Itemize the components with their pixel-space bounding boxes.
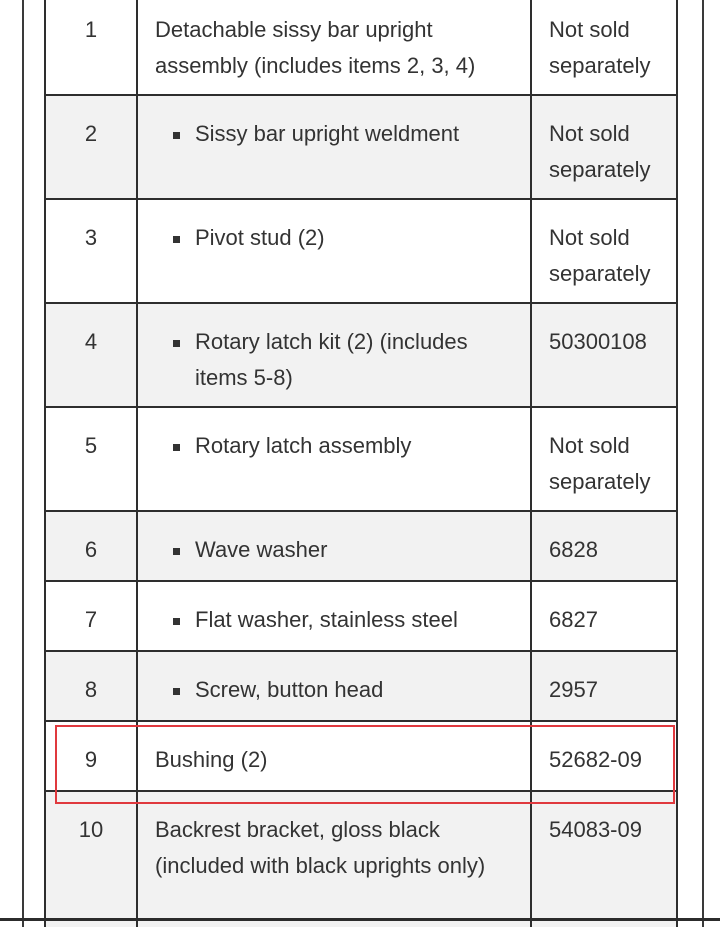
item-description: Backrest bracket, gloss black (included with black uprights only) [137, 791, 531, 927]
part-number: 6827 [531, 581, 677, 651]
page-bottom-border [0, 918, 720, 921]
item-description: Rotary latch assembly [195, 433, 412, 458]
item-description-cell [137, 95, 531, 199]
table-row [45, 199, 677, 303]
item-description: Bushing (2) [137, 721, 531, 791]
item-description-cell [137, 407, 531, 511]
table-row [45, 721, 677, 791]
item-number: 2 [45, 95, 137, 199]
item-number: 3 [45, 199, 137, 303]
item-description: Screw, button head [195, 677, 384, 702]
item-description-cell [137, 651, 531, 721]
item-description-cell [137, 581, 531, 651]
part-number: 50300108 [531, 303, 677, 407]
table-row [45, 581, 677, 651]
bullet-icon [173, 618, 180, 625]
page-border-left [22, 0, 24, 927]
part-number: Not sold separately [531, 199, 677, 303]
item-description: Sissy bar upright weldment [195, 121, 460, 146]
table-row [45, 511, 677, 581]
item-description-cell [137, 303, 531, 407]
item-description: Detachable sissy bar upright assembly (includes items 2, 3, 4) [137, 0, 531, 95]
page-border-right [702, 0, 704, 927]
item-number: 9 [45, 721, 137, 791]
part-number: Not sold separately [531, 0, 677, 95]
item-number: 6 [45, 511, 137, 581]
part-number: 6828 [531, 511, 677, 581]
item-number: 1 [45, 0, 137, 95]
item-description-cell [137, 199, 531, 303]
item-number: 7 [45, 581, 137, 651]
parts-table [44, 0, 678, 927]
part-number: Not sold separately [531, 407, 677, 511]
item-description: Pivot stud (2) [195, 225, 325, 250]
bullet-icon [173, 548, 180, 555]
bullet-icon [173, 340, 180, 347]
bullet-icon [173, 132, 180, 139]
item-number: 8 [45, 651, 137, 721]
table-row [45, 303, 677, 407]
bullet-icon [173, 688, 180, 695]
bullet-icon [173, 444, 180, 451]
part-number: 54083-09 [531, 791, 677, 927]
part-number: Not sold separately [531, 95, 677, 199]
bullet-icon [173, 236, 180, 243]
table-row [45, 791, 677, 927]
item-number: 10 [45, 791, 137, 927]
part-number: 52682-09 [531, 721, 677, 791]
item-description: Wave washer [195, 537, 328, 562]
table-row [45, 95, 677, 199]
table-row [45, 651, 677, 721]
table-row [45, 0, 677, 95]
item-description: Flat washer, stainless steel [195, 607, 458, 632]
table-row [45, 407, 677, 511]
item-description: Rotary latch kit (2) (includes items 5-8) [195, 329, 468, 390]
item-description-cell [137, 511, 531, 581]
item-number: 5 [45, 407, 137, 511]
item-number: 4 [45, 303, 137, 407]
part-number: 2957 [531, 651, 677, 721]
